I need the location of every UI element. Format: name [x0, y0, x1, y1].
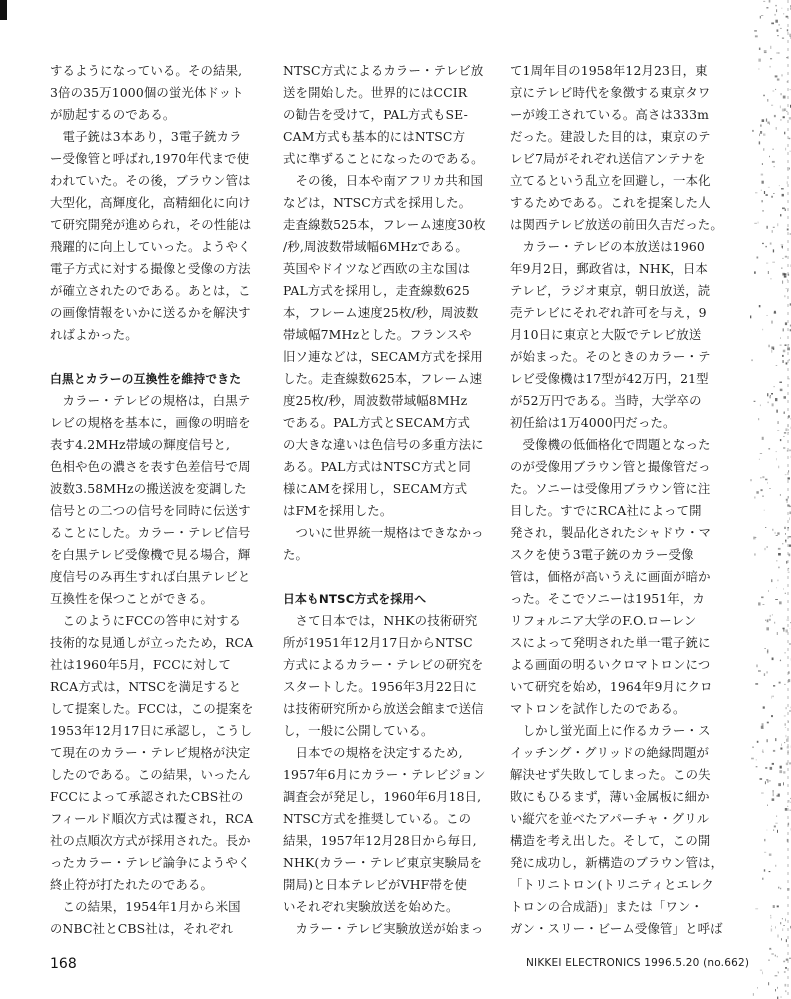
section-heading: 日本もNTSC方式を採用へ [283, 592, 427, 606]
text-line: 日本での規格を決定するため, [283, 745, 463, 760]
text-line: 所が1951年12月17日からNTSC [283, 635, 473, 650]
text-line: 走査線数525本，フレーム速度30枚 [283, 217, 486, 232]
text-line: トロンの合成語)」または「ワン・ [510, 899, 704, 914]
text-line: ったカラー・テレビ論争にようやく [50, 855, 251, 870]
text-line: FCCによって承認されたCBS社の [50, 789, 244, 804]
text-line: 1953年12月17日に承認し，こうし [50, 723, 253, 738]
text-line: 敗にもひるまず，薄い金属板に細か [510, 789, 710, 804]
text-line: 旧ソ連などは，SECAM方式を採用 [283, 349, 483, 364]
text-line: 波数3.58MHzの搬送波を変調した [50, 481, 247, 496]
text-line: レビ7局がそれぞれ送信アンテナを [510, 151, 706, 166]
text-line: 初任給は1万4000円だった。 [510, 415, 676, 430]
text-line: NTSC方式を推奨している。この [283, 811, 472, 826]
text-line: 受像機の低価格化で問題となった [510, 437, 711, 452]
publication-info: NIKKEI ELECTRONICS 1996.5.20 (no.662) [526, 957, 750, 969]
text-line: ガン・スリー・ビーム受像管」と呼ば [510, 921, 723, 936]
text-line: が確立されたのである。あとは，こ [50, 283, 251, 298]
scan-edge-noise [731, 0, 791, 999]
text-line: 月10日に東京と大阪でテレビ放送 [510, 327, 702, 342]
text-line: フィールド順次方式は覆され，RCA [50, 811, 254, 826]
text-line: リフォルニア大学のF.O.ローレン [510, 613, 697, 628]
text-line: われていた。その後，ブラウン管は [50, 173, 251, 188]
text-line: 開局)と日本テレビがVHF帯を使 [283, 877, 468, 892]
text-line: 結果，1957年12月28日から毎日, [283, 833, 477, 848]
line-spacer [283, 566, 505, 588]
text-line: 「トリニトロン(トリニティとエレク [510, 877, 714, 892]
text-line: いそれぞれ実験放送を始めた。 [283, 899, 459, 914]
text-line: ある。PAL方式はNTSC方式と同 [283, 459, 471, 474]
text-line: して提案した。FCCは，この提案を [50, 701, 254, 716]
section-heading: 白黒とカラーの互換性を維持できた [50, 372, 242, 386]
text-line: 表す4.2MHz帯域の輝度信号と, [50, 437, 231, 452]
text-line: て現在のカラー・テレビ規格が決定 [50, 745, 251, 760]
text-line: 調査会が発足し，1960年6月18日, [283, 789, 482, 804]
text-line: の勧告を受けて，PAL方式もSE- [283, 107, 468, 122]
text-line: RCA方式は，NTSCを満足すると [50, 679, 242, 694]
text-line: スによって発明された単一電子銃に [510, 635, 711, 650]
text-line: 構造を考え出した。そして，この開 [510, 833, 711, 848]
text-line: 方式によるカラー・テレビの研究を [283, 657, 484, 672]
text-line: 電子方式に対する撮像と受像の方法 [50, 261, 251, 276]
text-line: のNBC社とCBS社は，それぞれ [50, 921, 234, 936]
text-line: 管は，価格が高いうえに画面が暗か [510, 569, 711, 584]
text-line: ーが竣工されている。高さは333m [510, 107, 710, 122]
text-line: が始まった。そのときのカラー・テ [510, 349, 711, 364]
text-line: 電子銃は3本あり，3電子銃カラ [50, 129, 242, 144]
text-line: て1周年目の1958年12月23日，東 [510, 63, 708, 78]
text-line: し，一般に公開している。 [283, 723, 434, 738]
text-line: さて日本では，NHKの技術研究 [283, 613, 478, 628]
text-line: ればよかった。 [50, 327, 138, 342]
text-line: などは，NTSC方式を採用した。 [283, 195, 472, 210]
text-line: 年9月2日，郵政省は，NHK，日本 [510, 261, 708, 276]
text-line: 社の点順次方式が採用された。長か [50, 833, 251, 848]
text-line: の画像情報をいかに送るかを解決す [50, 305, 251, 320]
text-line: 式に準ずることになったのである。 [283, 151, 484, 166]
text-line: のが受像用ブラウン管と撮像管だっ [510, 459, 711, 474]
text-line: はFMを採用した。 [283, 503, 393, 518]
text-line: PAL方式を採用し，走査線数625 [283, 283, 470, 298]
text-line: カラー・テレビの規格は，白黒テ [50, 393, 251, 408]
text-line: は技術研究所から放送会館まで送信 [283, 701, 484, 716]
text-line: /秒,周波数帯域幅6MHzである。 [283, 239, 468, 254]
text-line: よる画面の明るいクロマトロンにつ [510, 657, 711, 672]
text-line: するためである。これを提案した人 [510, 195, 711, 210]
text-line: た。 [283, 547, 309, 562]
text-line: 英国やドイツなど西欧の主な国は [283, 261, 471, 276]
text-line: て研究開発が進められ，その性能は [50, 217, 252, 232]
text-line: 大型化，高輝度化，高精細化に向け [50, 195, 251, 210]
text-line: た。ソニーは受像用ブラウン管に注 [510, 481, 711, 496]
text-line: スクを使う3電子銃のカラー受像 [510, 547, 694, 562]
text-line: CAM方式も基本的にはNTSC方 [283, 129, 466, 144]
text-line: 送を開始した。世界的にはCCIR [283, 85, 468, 100]
text-line: テレビ，ラジオ東京，朝日放送，読 [510, 283, 711, 298]
text-line: った。そこでソニーは1951年，カ [510, 591, 705, 606]
text-line: ー受像管と呼ばれ,1970年代まで使 [50, 151, 250, 166]
text-line: ついに世界統一規格はできなかっ [283, 525, 484, 540]
text-line: 1957年6月にカラー・テレビジョン [283, 767, 486, 782]
text-line: その後，日本や南アフリカ共和国 [283, 173, 484, 188]
text-line: が励起するのである。 [50, 107, 176, 122]
text-line: した。走査線数625本，フレーム速 [283, 371, 483, 386]
text-line: の大きな違いは色信号の多重方法に [283, 437, 484, 452]
text-line: 発に成功し，新構造のブラウン管は， [510, 855, 724, 870]
corner-registration-mark [0, 0, 7, 20]
text-line: 京にテレビ時代を象徴する東京タワ [510, 85, 711, 100]
text-line: しかし蛍光面上に作るカラー・ス [510, 723, 711, 738]
text-line: 発され，製品化されたシャドウ・マ [510, 525, 712, 540]
text-line: 帯域幅7MHzとした。フランスや [283, 327, 472, 342]
text-line: 本，フレーム速度25枚/秒，周波数 [283, 305, 479, 320]
text-line: カラー・テレビの本放送は1960 [510, 239, 705, 254]
text-line: が52万円である。当時，大学卒の [510, 393, 702, 408]
text-line: 信号との二つの信号を同時に伝送す [50, 503, 251, 518]
text-line: である。PAL方式とSECAM方式 [283, 415, 471, 430]
page-number: 168 [50, 956, 77, 972]
text-line: 技術的な見通しが立ったため，RCA [50, 635, 254, 650]
text-line: 社は1960年5月，FCCに対して [50, 657, 232, 672]
text-line: いて研究を始め，1964年9月にクロ [510, 679, 713, 694]
text-line: 目した。すでにRCA社によって開 [510, 503, 702, 518]
text-line: 度信号のみ再生すれば白黒テレビと [50, 569, 251, 584]
text-line: 売テレビにそれぞれ許可を与え，9 [510, 305, 707, 320]
text-column-3 [510, 60, 732, 940]
text-line: 3倍の35万1000個の蛍光体ドット [50, 85, 244, 100]
text-line: は関西テレビ放送の前田久吉だった。 [510, 217, 723, 232]
text-line: 様にAMを採用し，SECAM方式 [283, 481, 468, 496]
text-line: を白黒テレビ受像機で見る場合，輝 [50, 547, 251, 562]
text-line: この結果，1954年1月から米国 [50, 899, 241, 914]
text-line: 度25枚/秒，周波数帯域幅8MHz [283, 393, 468, 408]
text-line: このようにFCCの答申に対する [50, 613, 242, 628]
text-line: NTSC方式によるカラー・テレビ放 [283, 63, 484, 78]
text-line: ることにした。カラー・テレビ信号 [50, 525, 251, 540]
text-line: 色相や色の濃さを表す色差信号で周 [50, 459, 251, 474]
text-line: イッチング・グリッドの絶縁問題が [510, 745, 710, 760]
text-line: 解決せず失敗してしまった。この失 [510, 767, 711, 782]
line-spacer [50, 346, 272, 368]
text-line: マトロンを試作したのである。 [510, 701, 686, 716]
text-line: するようになっている。その結果, [50, 63, 243, 78]
text-line: レビの規格を基本に，画像の明暗を [50, 415, 251, 430]
text-column-2 [283, 60, 505, 940]
text-line: 立てるという乱立を回避し，一本化 [510, 173, 711, 188]
text-line: 飛躍的に向上していった。ようやく [50, 239, 251, 254]
text-line: 終止符が打たれたのである。 [50, 877, 214, 892]
text-line: い縦穴を並べたアパーチャ・グリル [510, 811, 710, 826]
text-line: 互換性を保つことができる。 [50, 591, 214, 606]
text-line: スタートした。1956年3月22日に [283, 679, 478, 694]
text-column-1 [50, 60, 272, 940]
text-line: だった。建設した目的は，東京のテ [510, 129, 711, 144]
text-line: レビ受像機は17型が42万円，21型 [510, 371, 709, 386]
text-line: したのである。この結果，いったん [50, 767, 251, 782]
text-line: カラー・テレビ実験放送が始まっ [283, 921, 484, 936]
text-line: NHK(カラー・テレビ東京実験局を [283, 855, 483, 870]
